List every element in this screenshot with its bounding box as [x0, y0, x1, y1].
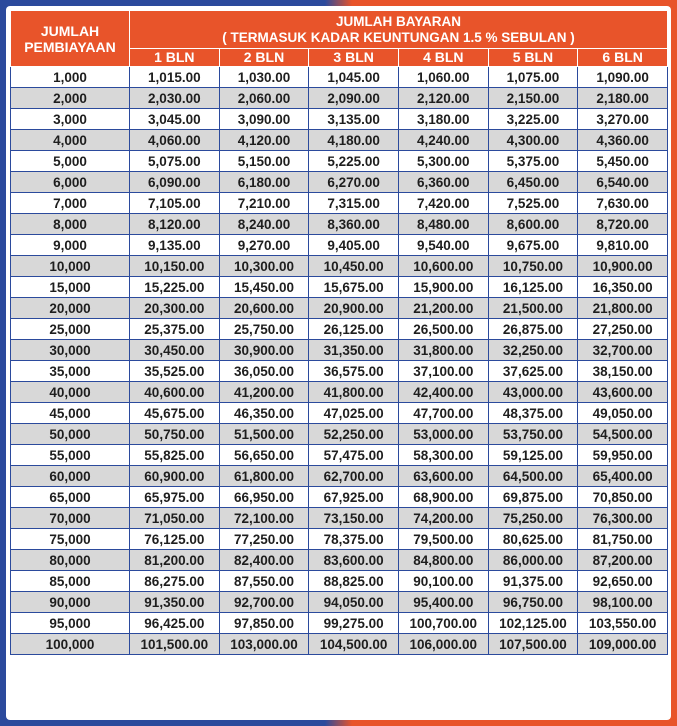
payment-cell-month-1: 91,350.00 — [130, 592, 220, 613]
payment-cell-month-1: 5,075.00 — [130, 151, 220, 172]
payment-cell-month-4: 68,900.00 — [398, 487, 488, 508]
payment-cell-month-6: 4,360.00 — [578, 130, 668, 151]
payment-cell-month-6: 65,400.00 — [578, 466, 668, 487]
payment-cell-month-1: 35,525.00 — [130, 361, 220, 382]
table-header — [11, 11, 668, 67]
month-header-3: 3 BLN — [309, 49, 399, 67]
payment-cell-month-6: 10,900.00 — [578, 256, 668, 277]
payment-cell-month-3: 36,575.00 — [309, 361, 399, 382]
payment-cell-month-3: 83,600.00 — [309, 550, 399, 571]
payment-cell-month-5: 59,125.00 — [488, 445, 578, 466]
payment-cell-month-3: 47,025.00 — [309, 403, 399, 424]
payment-cell-month-6: 2,180.00 — [578, 88, 668, 109]
payment-cell-month-5: 96,750.00 — [488, 592, 578, 613]
payment-cell-month-5: 37,625.00 — [488, 361, 578, 382]
payment-cell-month-2: 20,600.00 — [219, 298, 309, 319]
payment-cell-month-1: 76,125.00 — [130, 529, 220, 550]
payment-cell-month-2: 103,000.00 — [219, 634, 309, 655]
financing-amount-cell: 2,000 — [11, 88, 130, 109]
payment-cell-month-6: 3,270.00 — [578, 109, 668, 130]
payment-cell-month-5: 6,450.00 — [488, 172, 578, 193]
payment-cell-month-4: 21,200.00 — [398, 298, 488, 319]
payment-cell-month-5: 107,500.00 — [488, 634, 578, 655]
payment-cell-month-5: 69,875.00 — [488, 487, 578, 508]
payment-cell-month-1: 30,450.00 — [130, 340, 220, 361]
payment-header-subtitle: ( TERMASUK KADAR KEUNTUNGAN 1.5 % SEBULAN ) — [222, 29, 575, 45]
payment-cell-month-2: 97,850.00 — [219, 613, 309, 634]
table-row — [11, 172, 668, 193]
payment-cell-month-5: 53,750.00 — [488, 424, 578, 445]
payment-cell-month-5: 26,875.00 — [488, 319, 578, 340]
payment-cell-month-6: 59,950.00 — [578, 445, 668, 466]
payment-cell-month-1: 40,600.00 — [130, 382, 220, 403]
table-row — [11, 130, 668, 151]
payment-cell-month-5: 80,625.00 — [488, 529, 578, 550]
payment-cell-month-2: 7,210.00 — [219, 193, 309, 214]
table-row — [11, 571, 668, 592]
payment-cell-month-4: 42,400.00 — [398, 382, 488, 403]
payment-cell-month-4: 53,000.00 — [398, 424, 488, 445]
financing-amount-cell: 10,000 — [11, 256, 130, 277]
payment-cell-month-4: 7,420.00 — [398, 193, 488, 214]
payment-amount-header — [130, 11, 668, 49]
payment-cell-month-4: 63,600.00 — [398, 466, 488, 487]
payment-cell-month-6: 5,450.00 — [578, 151, 668, 172]
payment-cell-month-4: 31,800.00 — [398, 340, 488, 361]
payment-cell-month-4: 26,500.00 — [398, 319, 488, 340]
payment-cell-month-6: 7,630.00 — [578, 193, 668, 214]
payment-cell-month-3: 4,180.00 — [309, 130, 399, 151]
payment-cell-month-2: 2,060.00 — [219, 88, 309, 109]
payment-cell-month-1: 8,120.00 — [130, 214, 220, 235]
payment-cell-month-4: 15,900.00 — [398, 277, 488, 298]
table-row — [11, 361, 668, 382]
payment-cell-month-2: 25,750.00 — [219, 319, 309, 340]
payment-cell-month-4: 1,060.00 — [398, 67, 488, 88]
payment-cell-month-6: 54,500.00 — [578, 424, 668, 445]
payment-cell-month-6: 1,090.00 — [578, 67, 668, 88]
payment-header-title: JUMLAH BAYARAN — [335, 13, 462, 29]
financing-amount-cell: 40,000 — [11, 382, 130, 403]
payment-cell-month-4: 84,800.00 — [398, 550, 488, 571]
payment-cell-month-4: 6,360.00 — [398, 172, 488, 193]
financing-amount-cell: 80,000 — [11, 550, 130, 571]
payment-cell-month-6: 87,200.00 — [578, 550, 668, 571]
table-row — [11, 151, 668, 172]
payment-cell-month-3: 94,050.00 — [309, 592, 399, 613]
payment-cell-month-1: 55,825.00 — [130, 445, 220, 466]
table-row — [11, 340, 668, 361]
payment-cell-month-5: 4,300.00 — [488, 130, 578, 151]
payment-cell-month-2: 3,090.00 — [219, 109, 309, 130]
financing-amount-cell: 8,000 — [11, 214, 130, 235]
financing-amount-cell: 90,000 — [11, 592, 130, 613]
table-row — [11, 592, 668, 613]
payment-cell-month-6: 43,600.00 — [578, 382, 668, 403]
payment-cell-month-2: 36,050.00 — [219, 361, 309, 382]
payment-cell-month-3: 88,825.00 — [309, 571, 399, 592]
table-body — [11, 67, 668, 655]
payment-cell-month-1: 60,900.00 — [130, 466, 220, 487]
payment-cell-month-2: 51,500.00 — [219, 424, 309, 445]
payment-cell-month-1: 101,500.00 — [130, 634, 220, 655]
payment-cell-month-4: 3,180.00 — [398, 109, 488, 130]
payment-cell-month-5: 5,375.00 — [488, 151, 578, 172]
payment-cell-month-5: 7,525.00 — [488, 193, 578, 214]
payment-cell-month-1: 81,200.00 — [130, 550, 220, 571]
payment-cell-month-3: 7,315.00 — [309, 193, 399, 214]
month-header-4: 4 BLN — [398, 49, 488, 67]
payment-cell-month-2: 10,300.00 — [219, 256, 309, 277]
payment-cell-month-6: 103,550.00 — [578, 613, 668, 634]
payment-cell-month-2: 6,180.00 — [219, 172, 309, 193]
payment-cell-month-2: 8,240.00 — [219, 214, 309, 235]
payment-cell-month-1: 65,975.00 — [130, 487, 220, 508]
payment-cell-month-6: 6,540.00 — [578, 172, 668, 193]
table-row — [11, 88, 668, 109]
payment-cell-month-2: 1,030.00 — [219, 67, 309, 88]
payment-cell-month-5: 91,375.00 — [488, 571, 578, 592]
financing-amount-cell: 45,000 — [11, 403, 130, 424]
payment-cell-month-4: 106,000.00 — [398, 634, 488, 655]
payment-cell-month-3: 26,125.00 — [309, 319, 399, 340]
payment-cell-month-6: 81,750.00 — [578, 529, 668, 550]
payment-cell-month-5: 48,375.00 — [488, 403, 578, 424]
month-header-5: 5 BLN — [488, 49, 578, 67]
table-row — [11, 403, 668, 424]
financing-amount-header — [11, 11, 130, 67]
payment-cell-month-5: 1,075.00 — [488, 67, 578, 88]
payment-cell-month-6: 8,720.00 — [578, 214, 668, 235]
payment-cell-month-6: 98,100.00 — [578, 592, 668, 613]
payment-cell-month-6: 21,800.00 — [578, 298, 668, 319]
payment-cell-month-5: 102,125.00 — [488, 613, 578, 634]
table-row — [11, 235, 668, 256]
financing-amount-cell: 55,000 — [11, 445, 130, 466]
payment-cell-month-1: 15,225.00 — [130, 277, 220, 298]
table-row — [11, 193, 668, 214]
table-row — [11, 298, 668, 319]
payment-cell-month-6: 70,850.00 — [578, 487, 668, 508]
financing-amount-cell: 85,000 — [11, 571, 130, 592]
table-row — [11, 487, 668, 508]
payment-cell-month-6: 9,810.00 — [578, 235, 668, 256]
financing-amount-cell: 1,000 — [11, 67, 130, 88]
payment-cell-month-5: 64,500.00 — [488, 466, 578, 487]
payment-cell-month-1: 2,030.00 — [130, 88, 220, 109]
financing-amount-cell: 95,000 — [11, 613, 130, 634]
financing-amount-cell: 20,000 — [11, 298, 130, 319]
table-row — [11, 256, 668, 277]
table-row — [11, 466, 668, 487]
payment-cell-month-6: 38,150.00 — [578, 361, 668, 382]
table-row — [11, 424, 668, 445]
payment-cell-month-5: 21,500.00 — [488, 298, 578, 319]
payment-cell-month-2: 66,950.00 — [219, 487, 309, 508]
payment-cell-month-4: 2,120.00 — [398, 88, 488, 109]
payment-cell-month-4: 79,500.00 — [398, 529, 488, 550]
financing-amount-cell: 6,000 — [11, 172, 130, 193]
payment-cell-month-5: 43,000.00 — [488, 382, 578, 403]
payment-cell-month-3: 20,900.00 — [309, 298, 399, 319]
table-row — [11, 634, 668, 655]
payment-cell-month-4: 10,600.00 — [398, 256, 488, 277]
financing-amount-cell: 60,000 — [11, 466, 130, 487]
payment-cell-month-6: 49,050.00 — [578, 403, 668, 424]
table-row — [11, 67, 668, 88]
payment-cell-month-2: 61,800.00 — [219, 466, 309, 487]
payment-cell-month-5: 3,225.00 — [488, 109, 578, 130]
financing-amount-cell: 15,000 — [11, 277, 130, 298]
payment-cell-month-3: 2,090.00 — [309, 88, 399, 109]
table-row — [11, 382, 668, 403]
payment-cell-month-4: 58,300.00 — [398, 445, 488, 466]
payment-cell-month-5: 16,125.00 — [488, 277, 578, 298]
payment-cell-month-4: 74,200.00 — [398, 508, 488, 529]
payment-cell-month-6: 27,250.00 — [578, 319, 668, 340]
payment-cell-month-4: 90,100.00 — [398, 571, 488, 592]
table-row — [11, 529, 668, 550]
payment-cell-month-4: 9,540.00 — [398, 235, 488, 256]
payment-cell-month-3: 62,700.00 — [309, 466, 399, 487]
payment-cell-month-3: 67,925.00 — [309, 487, 399, 508]
payment-cell-month-3: 9,405.00 — [309, 235, 399, 256]
month-header-6: 6 BLN — [578, 49, 668, 67]
financing-table-frame — [6, 6, 671, 720]
payment-cell-month-4: 47,700.00 — [398, 403, 488, 424]
payment-cell-month-3: 1,045.00 — [309, 67, 399, 88]
payment-cell-month-2: 56,650.00 — [219, 445, 309, 466]
payment-cell-month-2: 5,150.00 — [219, 151, 309, 172]
table-row — [11, 508, 668, 529]
corner-header-line1: JUMLAH — [40, 22, 100, 39]
financing-amount-cell: 3,000 — [11, 109, 130, 130]
payment-cell-month-1: 3,045.00 — [130, 109, 220, 130]
payment-cell-month-2: 46,350.00 — [219, 403, 309, 424]
payment-cell-month-2: 92,700.00 — [219, 592, 309, 613]
payment-cell-month-1: 9,135.00 — [130, 235, 220, 256]
financing-amount-cell: 50,000 — [11, 424, 130, 445]
financing-amount-cell: 4,000 — [11, 130, 130, 151]
payment-cell-month-2: 72,100.00 — [219, 508, 309, 529]
payment-cell-month-3: 73,150.00 — [309, 508, 399, 529]
payment-cell-month-2: 87,550.00 — [219, 571, 309, 592]
table-row — [11, 550, 668, 571]
payment-cell-month-1: 25,375.00 — [130, 319, 220, 340]
financing-amount-cell: 75,000 — [11, 529, 130, 550]
payment-cell-month-1: 20,300.00 — [130, 298, 220, 319]
table-row — [11, 277, 668, 298]
financing-amount-cell: 35,000 — [11, 361, 130, 382]
payment-cell-month-5: 8,600.00 — [488, 214, 578, 235]
payment-cell-month-3: 104,500.00 — [309, 634, 399, 655]
payment-cell-month-2: 9,270.00 — [219, 235, 309, 256]
payment-cell-month-3: 41,800.00 — [309, 382, 399, 403]
payment-cell-month-4: 95,400.00 — [398, 592, 488, 613]
payment-cell-month-3: 99,275.00 — [309, 613, 399, 634]
financing-payment-table — [10, 10, 668, 655]
payment-cell-month-2: 41,200.00 — [219, 382, 309, 403]
payment-cell-month-2: 82,400.00 — [219, 550, 309, 571]
payment-cell-month-5: 32,250.00 — [488, 340, 578, 361]
payment-cell-month-6: 32,700.00 — [578, 340, 668, 361]
table-row — [11, 109, 668, 130]
month-header-1: 1 BLN — [130, 49, 220, 67]
payment-cell-month-6: 76,300.00 — [578, 508, 668, 529]
payment-cell-month-1: 71,050.00 — [130, 508, 220, 529]
financing-amount-cell: 70,000 — [11, 508, 130, 529]
financing-amount-cell: 9,000 — [11, 235, 130, 256]
payment-cell-month-4: 5,300.00 — [398, 151, 488, 172]
financing-amount-cell: 100,000 — [11, 634, 130, 655]
payment-cell-month-1: 10,150.00 — [130, 256, 220, 277]
payment-cell-month-6: 109,000.00 — [578, 634, 668, 655]
payment-cell-month-3: 10,450.00 — [309, 256, 399, 277]
payment-cell-month-4: 37,100.00 — [398, 361, 488, 382]
payment-cell-month-1: 50,750.00 — [130, 424, 220, 445]
payment-cell-month-3: 52,250.00 — [309, 424, 399, 445]
financing-amount-cell: 5,000 — [11, 151, 130, 172]
financing-amount-cell: 30,000 — [11, 340, 130, 361]
payment-cell-month-4: 100,700.00 — [398, 613, 488, 634]
financing-amount-cell: 65,000 — [11, 487, 130, 508]
payment-cell-month-5: 10,750.00 — [488, 256, 578, 277]
payment-cell-month-5: 2,150.00 — [488, 88, 578, 109]
payment-cell-month-5: 9,675.00 — [488, 235, 578, 256]
payment-cell-month-3: 5,225.00 — [309, 151, 399, 172]
payment-cell-month-3: 31,350.00 — [309, 340, 399, 361]
table-row — [11, 613, 668, 634]
payment-cell-month-1: 6,090.00 — [130, 172, 220, 193]
financing-amount-cell: 25,000 — [11, 319, 130, 340]
payment-cell-month-1: 1,015.00 — [130, 67, 220, 88]
payment-cell-month-6: 16,350.00 — [578, 277, 668, 298]
month-header-2: 2 BLN — [219, 49, 309, 67]
payment-cell-month-1: 7,105.00 — [130, 193, 220, 214]
payment-cell-month-5: 86,000.00 — [488, 550, 578, 571]
table-row — [11, 214, 668, 235]
payment-cell-month-3: 8,360.00 — [309, 214, 399, 235]
payment-cell-month-4: 4,240.00 — [398, 130, 488, 151]
payment-cell-month-4: 8,480.00 — [398, 214, 488, 235]
payment-cell-month-1: 4,060.00 — [130, 130, 220, 151]
payment-cell-month-5: 75,250.00 — [488, 508, 578, 529]
payment-cell-month-2: 15,450.00 — [219, 277, 309, 298]
payment-cell-month-3: 78,375.00 — [309, 529, 399, 550]
table-row — [11, 445, 668, 466]
payment-cell-month-2: 4,120.00 — [219, 130, 309, 151]
financing-amount-cell: 7,000 — [11, 193, 130, 214]
payment-cell-month-2: 30,900.00 — [219, 340, 309, 361]
payment-cell-month-3: 3,135.00 — [309, 109, 399, 130]
payment-cell-month-1: 45,675.00 — [130, 403, 220, 424]
corner-header-line2: PEMBIAYAAN — [24, 38, 116, 55]
payment-cell-month-3: 15,675.00 — [309, 277, 399, 298]
payment-cell-month-3: 6,270.00 — [309, 172, 399, 193]
payment-cell-month-3: 57,475.00 — [309, 445, 399, 466]
payment-cell-month-6: 92,650.00 — [578, 571, 668, 592]
table-row — [11, 319, 668, 340]
payment-cell-month-1: 86,275.00 — [130, 571, 220, 592]
payment-cell-month-2: 77,250.00 — [219, 529, 309, 550]
payment-cell-month-1: 96,425.00 — [130, 613, 220, 634]
